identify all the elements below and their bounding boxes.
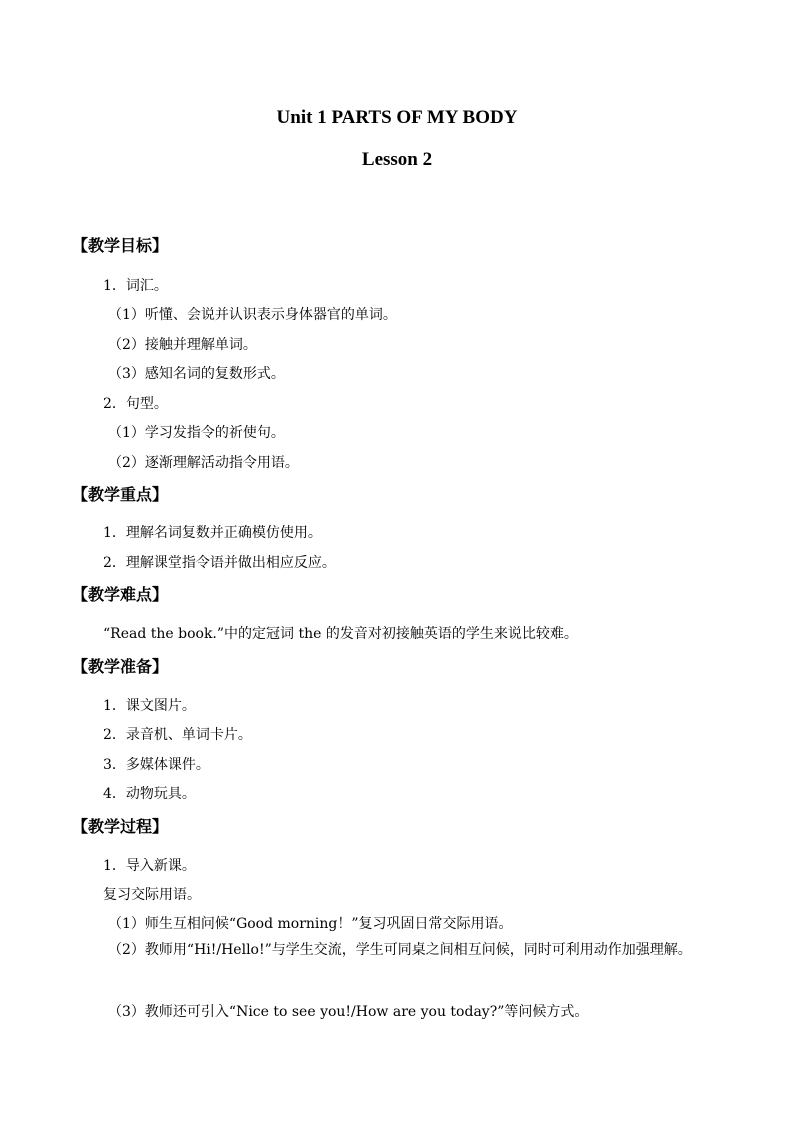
process-item: （1）师生互相问候“Good morning！”复习巩固日常交际用语。: [108, 916, 513, 932]
process-step: 1．导入新课。: [103, 858, 196, 874]
sentence-item: （2）逐渐理解活动指令用语。: [108, 455, 299, 471]
vocab-item: （1）听懂、会说并认识表示身体器官的单词。: [108, 307, 397, 323]
vocab-item: （3）感知名词的复数形式。: [108, 366, 285, 382]
key-points-heading: 【教学重点】: [72, 485, 169, 504]
vocab-item: （2）接触并理解单词。: [108, 337, 257, 353]
sentence-item: （1）学习发指令的祈使句。: [108, 425, 285, 441]
process-heading: 【教学过程】: [72, 817, 169, 836]
key-point-item: 1．理解名词复数并正确模仿使用。: [103, 525, 322, 541]
sentence-label: 2．句型。: [103, 396, 168, 412]
preparation-item: 3．多媒体课件。: [103, 757, 210, 773]
preparation-heading: 【教学准备】: [72, 657, 169, 676]
difficulty-text: “Read the book.”中的定冠词 the 的发音对初接触英语的学生来说比较难。: [103, 626, 578, 642]
objectives-heading: 【教学目标】: [72, 236, 169, 255]
preparation-item: 4．动物玩具。: [103, 786, 196, 802]
lesson-subtitle: Lesson 2: [361, 149, 433, 170]
document-title: Unit 1 PARTS OF MY BODY: [276, 107, 518, 128]
process-item: （2）教师用“Hi!/Hello!”与学生交流，学生可同桌之间相互问候，同时可利用动作加强理解。: [108, 942, 692, 958]
preparation-item: 1．课文图片。: [103, 698, 196, 714]
review-label: 复习交际用语。: [103, 887, 201, 903]
process-item: （3）教师还可引入“Nice to see you!/How are you today?”等问候方式。: [108, 1004, 589, 1020]
key-point-item: 2．理解课堂指令语并做出相应反应。: [103, 555, 336, 571]
preparation-item: 2．录音机、单词卡片。: [103, 727, 252, 743]
vocab-label: 1．词汇。: [103, 278, 168, 294]
difficulties-heading: 【教学难点】: [72, 585, 169, 604]
